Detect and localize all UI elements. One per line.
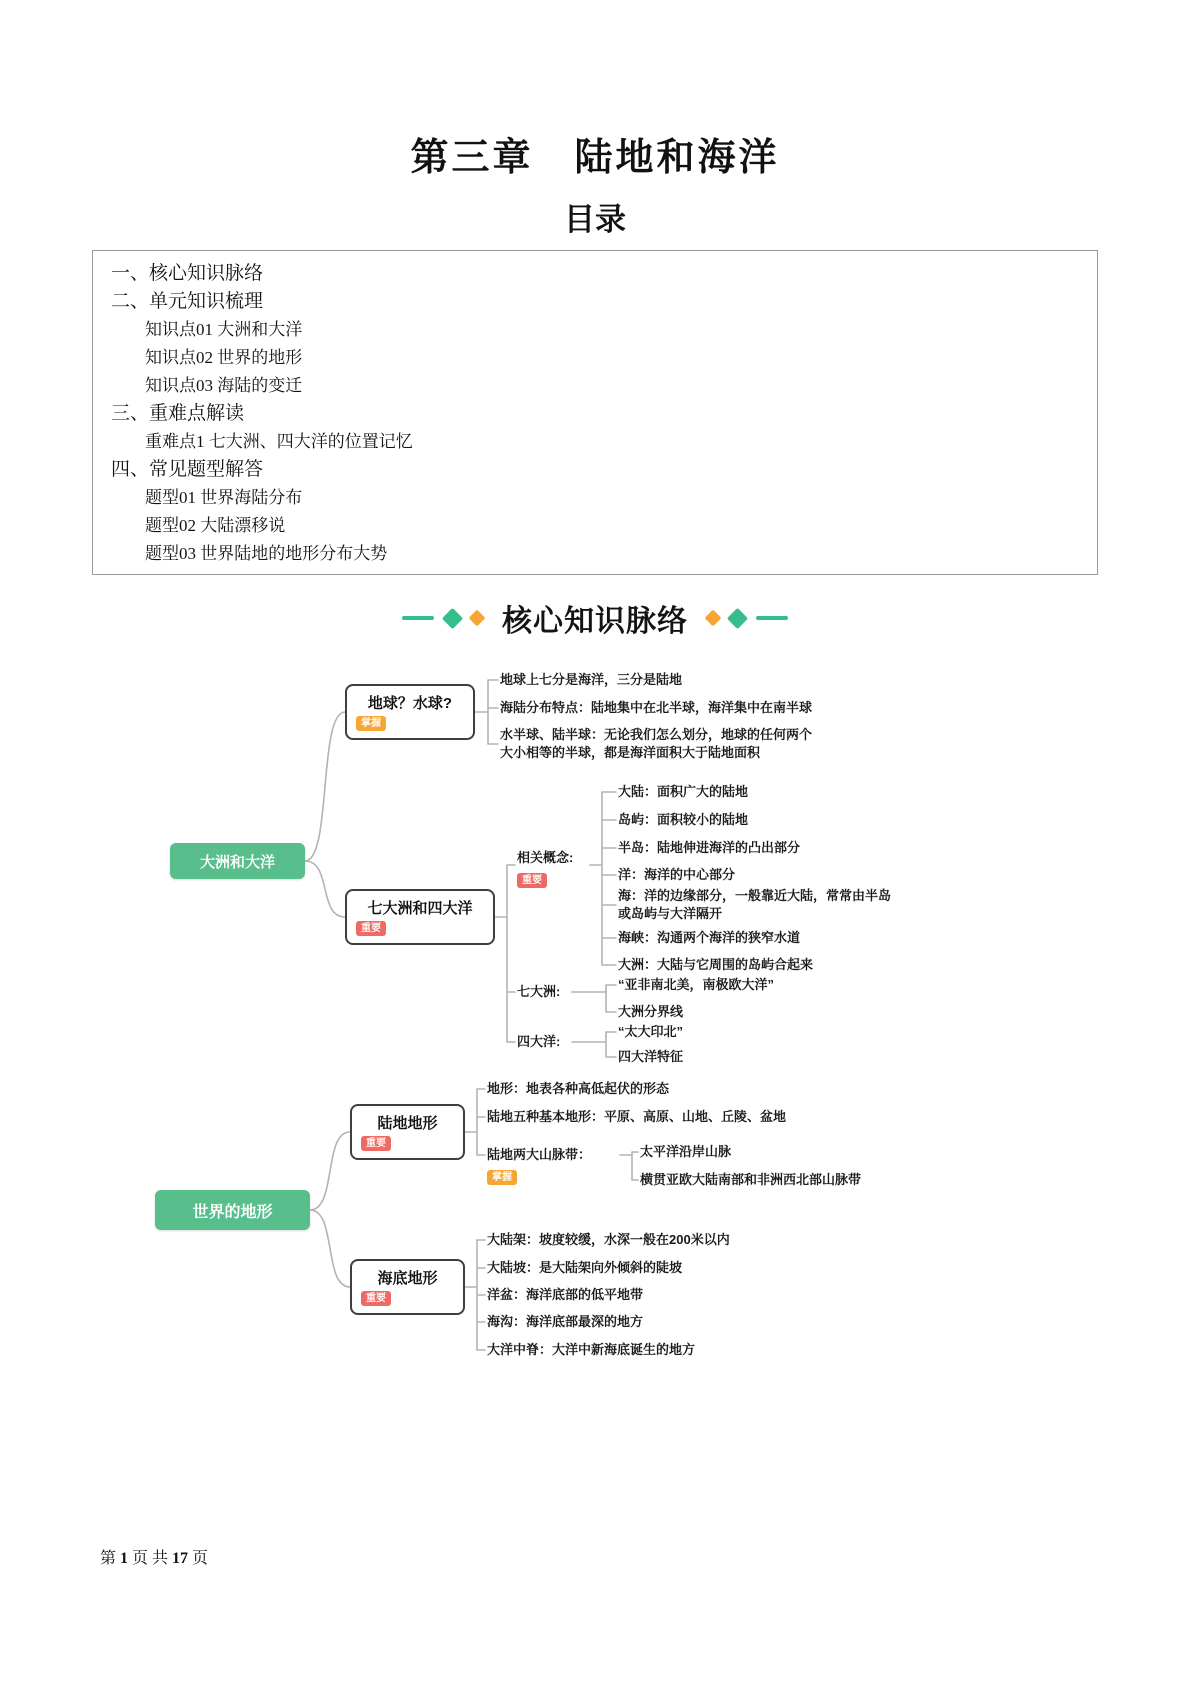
toc-item: 知识点03 海陆的变迁: [145, 376, 303, 395]
toc-item: 题型02 大陆漂移说: [145, 516, 286, 535]
label-seven-continents: 七大洲:: [517, 984, 561, 999]
node-title: 海底地形: [377, 1270, 438, 1287]
leaf-text: “太大印北”: [618, 1024, 684, 1039]
toc-item: 题型01 世界海陆分布: [145, 488, 303, 507]
mastery-tag: 掌握: [356, 716, 386, 731]
footer-text: 页 共: [132, 1550, 169, 1567]
leaf-text: 大陆架：坡度较缓，水深一般在200米以内: [487, 1232, 730, 1247]
leaf-text: 海陆分布特点：陆地集中在北半球，海洋集中在南半球: [500, 700, 813, 715]
important-tag: 重要: [517, 873, 547, 888]
leaf-text: 地形：地表各种高低起伏的形态: [487, 1081, 670, 1096]
node-land-terrain: [350, 1104, 465, 1160]
toc-item: 一、核心知识脉络: [111, 263, 264, 284]
leaf-text: 大陆：面积广大的陆地: [618, 784, 749, 799]
toc-item: 题型03 世界陆地的地形分布大势: [145, 544, 388, 563]
toc-item: 知识点02 世界的地形: [145, 348, 303, 367]
node-seven-continents-four-oceans: [345, 889, 495, 945]
mastery-tag: 掌握: [487, 1170, 517, 1185]
leaf-text: 陆地五种基本地形：平原、高原、山地、丘陵、盆地: [487, 1109, 787, 1124]
toc-heading: 目录: [564, 202, 626, 237]
footer-text: 页: [192, 1550, 209, 1567]
toc-item: 知识点01 大洲和大洋: [145, 320, 303, 339]
important-tag: 重要: [361, 1291, 391, 1306]
leaf-text: 水半球、陆半球：无论我们怎么划分，地球的任何两个大小相等的半球，都是海洋面积大于陆地面积: [500, 727, 813, 760]
root-node-continents-oceans: 大洲和大洋: [170, 843, 305, 879]
leaf-text: 地球上七分是海洋，三分是陆地: [500, 672, 683, 687]
label-related-concepts: 相关概念:: [517, 850, 574, 865]
node-seabed-terrain: [350, 1259, 465, 1315]
toc-item: 三、重难点解读: [111, 403, 245, 424]
toc-item: 重难点1 七大洲、四大洋的位置记忆: [145, 432, 413, 451]
leaf-text: 海峡：沟通两个海洋的狭窄水道: [618, 930, 801, 945]
node-earth-or-water: [345, 684, 475, 740]
leaf-text: “亚非南北美，南极欧大洋”: [618, 977, 775, 992]
important-tag: 重要: [361, 1136, 391, 1151]
section-title: 核心知识脉络: [502, 605, 688, 638]
label-mountain-belts: 陆地两大山脉带：: [487, 1147, 592, 1162]
leaf-text: 大洲分界线: [618, 1004, 684, 1019]
leaf-text: 横贯亚欧大陆南部和非洲西北部山脉带: [640, 1172, 862, 1187]
leaf-text: 大洋中脊：大洋中新海底诞生的地方: [487, 1342, 696, 1357]
leaf-text: 海沟：海洋底部最深的地方: [487, 1314, 644, 1329]
root-node-world-terrain: 世界的地形: [155, 1190, 310, 1230]
leaf-text: 洋盆：海洋底部的低平地带: [487, 1287, 644, 1302]
toc-item: 二、单元知识梳理: [111, 291, 264, 312]
leaf-text: 太平洋沿岸山脉: [640, 1144, 732, 1159]
leaf-text: 半岛：陆地伸进海洋的凸出部分: [618, 840, 801, 855]
leaf-text: 大陆坡：是大陆架向外倾斜的陡坡: [487, 1260, 683, 1275]
important-tag: 重要: [356, 921, 386, 936]
total-pages: 17: [172, 1550, 189, 1567]
leaf-text: 岛屿：面积较小的陆地: [618, 812, 749, 827]
node-title: 陆地地形: [377, 1115, 438, 1132]
node-title: 地球？水球?: [367, 695, 453, 712]
leaf-text: 四大洋特征: [618, 1049, 684, 1064]
footer-text: 第: [100, 1550, 117, 1567]
page-footer: [100, 1545, 208, 1568]
leaf-text: 海：洋的边缘部分，一般靠近大陆，常常由半岛或岛屿与大洋隔开: [618, 888, 892, 921]
leaf-text: 洋：海洋的中心部分: [618, 867, 736, 882]
label-four-oceans: 四大洋:: [517, 1034, 561, 1049]
node-title: 七大洲和四大洋: [367, 900, 473, 917]
toc-item: 四、常见题型解答: [111, 459, 264, 480]
page-number: 1: [120, 1550, 129, 1567]
leaf-text: 大洲：大陆与它周围的岛屿合起来: [618, 957, 814, 972]
page-title: 第三章 陆地和海洋: [410, 137, 780, 179]
